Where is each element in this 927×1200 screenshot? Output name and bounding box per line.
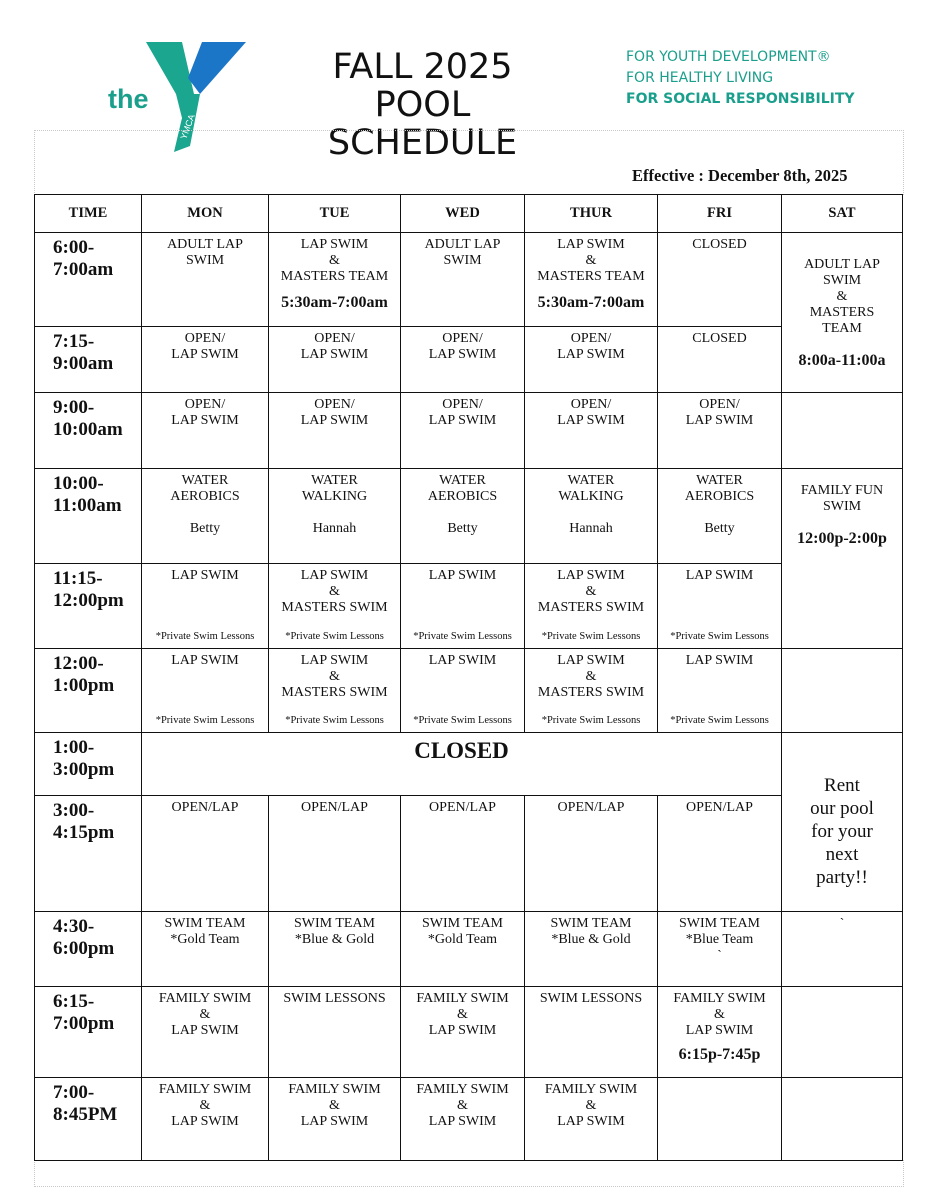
time-cell	[35, 393, 142, 469]
instructor: Betty	[189, 521, 221, 536]
col-header-fri: FRI	[658, 195, 782, 233]
schedule-cell	[142, 912, 269, 987]
activity: OPEN/ LAP SWIM	[557, 331, 625, 362]
activity: FAMILY SWIM & LAP SWIM	[158, 991, 252, 1038]
activity: SWIM TEAM *Blue & Gold	[550, 916, 632, 947]
time-label: 10:00- 11:00am	[53, 473, 122, 516]
time-cell	[35, 912, 142, 987]
guide-top	[34, 130, 904, 195]
header-row	[35, 195, 903, 233]
table-row	[35, 564, 903, 649]
closed-banner: CLOSED	[142, 733, 782, 796]
activity: LAP SWIM	[171, 653, 239, 668]
time-cell	[35, 796, 142, 912]
private-lessons-note: *Private Swim Lessons	[670, 715, 769, 726]
table-row	[35, 327, 903, 393]
activity: OPEN/LAP	[171, 800, 239, 815]
activity: CLOSED	[692, 331, 747, 346]
logo-text: the	[108, 84, 149, 114]
activity-time: 5:30am-7:00am	[281, 294, 388, 311]
schedule-cell	[525, 393, 658, 469]
activity: LAP SWIM	[428, 568, 497, 583]
activity: WATER AEROBICS	[427, 473, 498, 504]
activity: LAP SWIM & MASTERS TEAM	[280, 237, 389, 284]
table-row	[35, 233, 903, 327]
schedule-cell	[142, 233, 269, 327]
activity: WATER WALKING	[558, 473, 624, 504]
activity-time: 5:30am-7:00am	[537, 294, 645, 311]
sat-cell	[782, 1078, 903, 1161]
activity: FAMILY SWIM & LAP SWIM	[158, 1082, 252, 1129]
schedule-cell	[401, 1078, 525, 1161]
schedule-cell	[401, 649, 525, 733]
schedule-cell	[525, 649, 658, 733]
activity: ADULT LAP SWIM	[167, 237, 243, 268]
activity: OPEN/ LAP SWIM	[685, 397, 754, 428]
table-row	[35, 469, 903, 564]
schedule-cell	[142, 393, 269, 469]
schedule-cell	[401, 393, 525, 469]
activity-time: 8:00a-11:00a	[798, 351, 886, 369]
activity: SWIM TEAM *Blue & Gold	[293, 916, 376, 947]
time-label: 4:30- 6:00pm	[53, 916, 115, 959]
schedule-cell	[401, 469, 525, 564]
stray-mark: `	[839, 915, 845, 930]
schedule-cell	[525, 987, 658, 1078]
activity-time: 6:15p-7:45p	[678, 1046, 761, 1063]
rent-pool-text: Rent our pool for your next party!!	[810, 774, 874, 888]
table-row	[35, 393, 903, 469]
activity: LAP SWIM & MASTERS SWIM	[537, 568, 645, 615]
col-header-mon: MON	[142, 195, 269, 233]
stray-mark: `	[717, 947, 722, 962]
schedule-cell	[658, 564, 782, 649]
activity: SWIM TEAM *Gold Team	[421, 916, 504, 947]
schedule-cell	[658, 1078, 782, 1161]
sat-cell	[782, 912, 903, 987]
time-cell	[35, 233, 142, 327]
private-lessons-note: *Private Swim Lessons	[541, 631, 641, 642]
activity: FAMILY SWIM & LAP SWIM	[416, 1082, 509, 1129]
table-row	[35, 912, 903, 987]
activity: OPEN/LAP	[429, 800, 496, 815]
title-line: SCHEDULE	[327, 123, 518, 163]
schedule-cell	[269, 796, 401, 912]
activity: FAMILY SWIM & LAP SWIM	[288, 1082, 381, 1129]
guide-bottom	[34, 1160, 904, 1187]
schedule-cell	[401, 987, 525, 1078]
activity: OPEN/ LAP SWIM	[171, 331, 239, 362]
activity: FAMILY SWIM & LAP SWIM	[544, 1082, 638, 1129]
schedule-cell	[142, 564, 269, 649]
activity: OPEN/ LAP SWIM	[557, 397, 625, 428]
activity: OPEN/LAP	[557, 800, 625, 815]
schedule-cell	[525, 469, 658, 564]
schedule-cell	[401, 912, 525, 987]
activity: FAMILY SWIM & LAP SWIM	[673, 991, 766, 1038]
private-lessons-note: *Private Swim Lessons	[413, 631, 512, 642]
private-lessons-note: *Private Swim Lessons	[155, 631, 255, 642]
activity: CLOSED	[692, 237, 747, 252]
col-header-sat: SAT	[782, 195, 903, 233]
schedule-cell	[525, 327, 658, 393]
schedule-cell	[269, 233, 401, 327]
schedule-cell	[401, 233, 525, 327]
schedule-cell	[525, 796, 658, 912]
time-label: 12:00- 1:00pm	[53, 653, 115, 696]
title-line: FALL 2025	[332, 47, 513, 87]
activity: WATER WALKING	[301, 473, 368, 504]
sat-cell	[782, 233, 903, 393]
activity: LAP SWIM	[171, 568, 239, 583]
effective-date: Effective : December 8th, 2025	[632, 166, 848, 185]
activity-time: 12:00p-2:00p	[797, 530, 887, 547]
schedule-cell	[658, 469, 782, 564]
pool-schedule-table	[34, 194, 903, 1161]
time-cell	[35, 733, 142, 796]
sat-cell	[782, 649, 903, 733]
instructor: Betty	[447, 521, 478, 536]
private-lessons-note: *Private Swim Lessons	[155, 715, 255, 726]
schedule-cell	[269, 393, 401, 469]
activity: ADULT LAP SWIM	[424, 237, 501, 268]
activity: LAP SWIM	[685, 653, 754, 668]
schedule-cell	[658, 649, 782, 733]
activity: FAMILY FUN SWIM	[800, 483, 884, 514]
activity: WATER AEROBICS	[170, 473, 240, 504]
schedule-cell	[269, 469, 401, 564]
schedule-cell	[525, 1078, 658, 1161]
schedule-cell	[269, 649, 401, 733]
activity: SWIM LESSONS	[283, 991, 386, 1006]
sat-cell	[782, 469, 903, 649]
activity: ADULT LAP SWIM & MASTERS TEAM	[804, 256, 880, 336]
time-cell	[35, 987, 142, 1078]
activity: OPEN/ LAP SWIM	[428, 397, 497, 428]
instructor: Betty	[704, 521, 735, 536]
schedule-cell	[269, 912, 401, 987]
schedule-cell	[401, 796, 525, 912]
table-row	[35, 649, 903, 733]
schedule-cell	[269, 987, 401, 1078]
time-label: 7:00- 8:45PM	[53, 1082, 118, 1125]
activity: OPEN/LAP	[686, 800, 753, 815]
schedule-cell	[142, 469, 269, 564]
schedule-cell	[142, 796, 269, 912]
activity: FAMILY SWIM & LAP SWIM	[416, 991, 509, 1038]
time-cell	[35, 649, 142, 733]
schedule-cell	[525, 912, 658, 987]
table-row	[35, 796, 903, 912]
sat-cell	[782, 393, 903, 469]
activity: OPEN/ LAP SWIM	[300, 331, 369, 362]
activity: LAP SWIM & MASTERS SWIM	[281, 653, 388, 700]
time-label: 1:00- 3:00pm	[53, 737, 115, 780]
tagline-line: FOR YOUTH DEVELOPMENT®	[626, 49, 831, 65]
time-cell	[35, 327, 142, 393]
activity: SWIM TEAM *Gold Team	[164, 916, 246, 947]
table-row	[35, 733, 903, 796]
table-row	[35, 1078, 903, 1161]
rent-pool-cell	[782, 733, 903, 912]
schedule-cell	[401, 564, 525, 649]
schedule-cell	[525, 233, 658, 327]
private-lessons-note: *Private Swim Lessons	[413, 715, 512, 726]
schedule-cell	[658, 393, 782, 469]
schedule-cell	[142, 327, 269, 393]
schedule-cell	[658, 327, 782, 393]
ymca-tagline	[626, 47, 855, 110]
schedule-cell	[525, 564, 658, 649]
sat-cell	[782, 987, 903, 1078]
schedule-cell	[658, 233, 782, 327]
activity: LAP SWIM	[685, 568, 754, 583]
schedule-cell	[142, 987, 269, 1078]
instructor: Hannah	[569, 521, 613, 536]
time-label: 11:15- 12:00pm	[53, 568, 124, 611]
instructor: Hannah	[312, 521, 357, 536]
activity: LAP SWIM	[428, 653, 497, 668]
time-label: 6:15- 7:00pm	[53, 991, 115, 1034]
tagline-line: FOR SOCIAL RESPONSIBILITY	[626, 91, 855, 107]
activity: OPEN/ LAP SWIM	[428, 331, 497, 362]
activity: SWIM TEAM *Blue Team	[678, 916, 761, 947]
private-lessons-note: *Private Swim Lessons	[285, 631, 384, 642]
schedule-cell	[658, 912, 782, 987]
time-cell	[35, 1078, 142, 1161]
schedule-cell	[142, 649, 269, 733]
col-header-thu: THUR	[525, 195, 658, 233]
activity: OPEN/ LAP SWIM	[171, 397, 239, 428]
private-lessons-note: *Private Swim Lessons	[670, 631, 769, 642]
schedule-cell	[658, 987, 782, 1078]
schedule-cell	[269, 1078, 401, 1161]
schedule-cell	[142, 1078, 269, 1161]
col-header-tue: TUE	[269, 195, 401, 233]
private-lessons-note: *Private Swim Lessons	[285, 715, 384, 726]
time-cell	[35, 564, 142, 649]
tagline-line: FOR HEALTHY LIVING	[626, 70, 774, 86]
title-line: POOL	[374, 85, 471, 125]
time-label: 7:15- 9:00am	[53, 331, 114, 374]
col-header-time: TIME	[35, 195, 142, 233]
activity: OPEN/LAP	[301, 800, 368, 815]
activity: WATER AEROBICS	[684, 473, 755, 504]
time-cell	[35, 469, 142, 564]
private-lessons-note: *Private Swim Lessons	[541, 715, 641, 726]
time-label: 3:00- 4:15pm	[53, 800, 115, 843]
logo-ymca-text: YMCA	[178, 112, 197, 141]
schedule-cell	[269, 564, 401, 649]
schedule-cell	[269, 327, 401, 393]
activity: LAP SWIM & MASTERS SWIM	[281, 568, 388, 615]
activity: LAP SWIM & MASTERS TEAM	[537, 237, 645, 284]
schedule-cell	[401, 327, 525, 393]
activity: OPEN/ LAP SWIM	[300, 397, 369, 428]
table-row	[35, 987, 903, 1078]
time-label: 6:00- 7:00am	[53, 237, 114, 280]
col-header-wed: WED	[401, 195, 525, 233]
activity: LAP SWIM & MASTERS SWIM	[537, 653, 645, 700]
schedule-cell	[658, 796, 782, 912]
activity: SWIM LESSONS	[539, 991, 643, 1006]
time-label: 9:00- 10:00am	[53, 397, 123, 440]
